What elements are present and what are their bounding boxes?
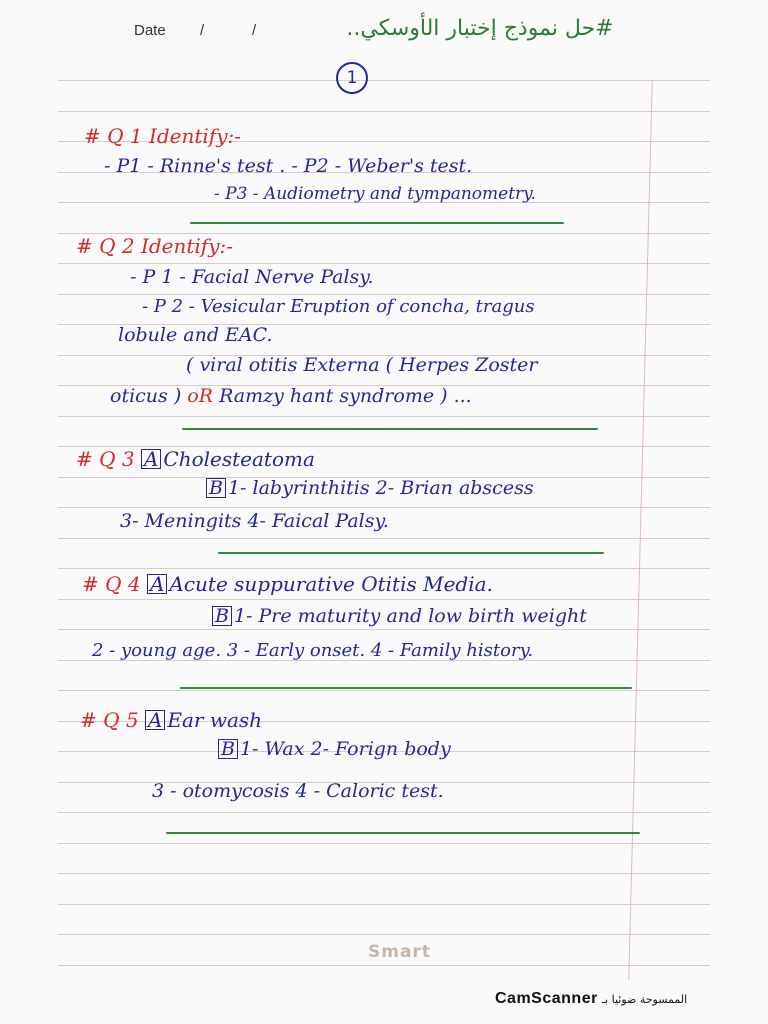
question-label: # Q 4 — [82, 572, 147, 596]
answer-line: 3 - otomycosis 4 - Caloric test. — [152, 780, 444, 802]
answer-line: - P1 - Rinne's test . - P2 - Weber's test. — [104, 155, 473, 177]
date-separator: / — [200, 22, 205, 39]
answer-part-box: A — [145, 710, 165, 730]
answer-text-red: oR — [181, 385, 220, 407]
ruled-line — [58, 843, 710, 844]
answer-line — [110, 385, 472, 407]
ruled-line — [58, 294, 710, 295]
question-label: # Q 5 — [80, 708, 145, 732]
page-number: 1 — [336, 62, 368, 94]
answer-line: - P 2 - Vesicular Eruption of concha, tragus — [142, 296, 535, 317]
ruled-line — [58, 538, 710, 539]
scanner-brand: CamScanner — [495, 990, 598, 1007]
answer-text: Ramzy hant syndrome ) ... — [219, 385, 472, 407]
question-1-heading — [84, 124, 241, 148]
ruled-line — [58, 263, 710, 264]
question-label: # Q 1 — [84, 124, 149, 148]
ruled-line — [58, 812, 710, 813]
page-title: #حل نموذج إختبار الأوسكي.. — [346, 16, 614, 41]
answer-text: 1- Wax 2- Forign body — [239, 738, 451, 760]
answer-part-box: B — [212, 606, 232, 626]
answer-line — [206, 477, 534, 499]
notebook-brand-watermark: Smart — [368, 942, 431, 962]
margin-line — [628, 80, 653, 980]
ruled-line — [58, 965, 710, 966]
answer-line — [218, 738, 451, 760]
date-label: Date — [134, 22, 166, 39]
date-separator: / — [252, 22, 257, 39]
answer-text: oticus ) — [110, 385, 182, 407]
answer-part-box: B — [206, 478, 226, 498]
answer-line: lobule and EAC. — [118, 324, 273, 346]
scanner-caption: الممسوحة ضوئيا بـ — [601, 993, 688, 1006]
answer-text: 1- Pre maturity and low birth weight — [233, 605, 587, 627]
question-2-heading — [76, 234, 233, 258]
answer-part-box: A — [147, 574, 167, 594]
ruled-line — [58, 904, 710, 905]
answer-line: 2 - young age. 3 - Early onset. 4 - Family history. — [92, 640, 534, 661]
ruled-line — [58, 568, 710, 569]
ruled-line — [58, 690, 710, 691]
answer-text: Cholesteatoma — [163, 447, 315, 471]
answer-line — [212, 605, 587, 627]
question-instruction: Identify:- — [148, 124, 242, 148]
scanner-footer — [495, 990, 687, 1008]
question-separator — [166, 832, 640, 834]
question-4-heading — [82, 572, 493, 596]
ruled-line — [58, 599, 710, 600]
answer-line: 3- Meningits 4- Faical Palsy. — [120, 510, 389, 532]
ruled-line — [58, 80, 710, 81]
answer-line: ( viral otitis Externa ( Herpes Zoster — [186, 354, 538, 376]
question-instruction: Identify:- — [140, 234, 234, 258]
question-3-heading — [76, 447, 315, 471]
question-separator — [218, 552, 604, 554]
question-separator — [190, 222, 564, 224]
question-label: # Q 2 — [76, 234, 141, 258]
ruled-line — [58, 873, 710, 874]
ruled-line — [58, 507, 710, 508]
answer-text: Acute suppurative Otitis Media. — [169, 572, 493, 596]
answer-text: 1- labyrinthitis 2- Brian abscess — [227, 477, 534, 499]
answer-part-box: B — [218, 739, 238, 759]
answer-line: - P3 - Audiometry and tympanometry. — [214, 184, 536, 204]
ruled-line — [58, 416, 710, 417]
question-5-heading — [80, 708, 262, 732]
question-label: # Q 3 — [76, 447, 141, 471]
ruled-line — [58, 629, 710, 630]
ruled-line — [58, 934, 710, 935]
ruled-line — [58, 111, 710, 112]
answer-part-box: A — [141, 449, 161, 469]
question-separator — [180, 687, 632, 689]
question-separator — [182, 428, 598, 430]
answer-line: - P 1 - Facial Nerve Palsy. — [130, 266, 374, 288]
answer-text: Ear wash — [167, 708, 263, 732]
